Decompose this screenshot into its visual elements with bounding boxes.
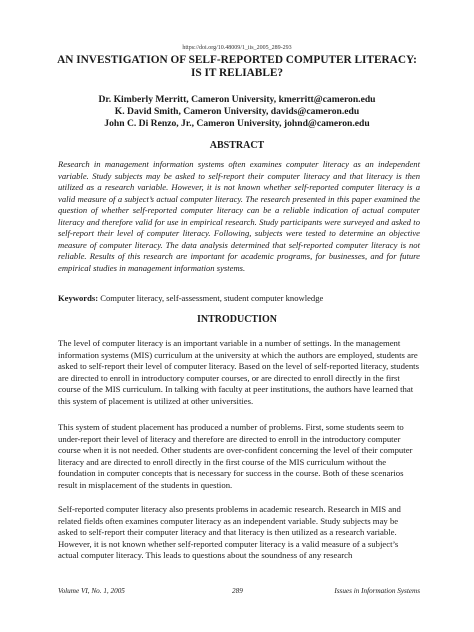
keywords-label: Keywords: xyxy=(58,293,99,303)
paragraph: The level of computer literacy is an important variable in a number of settings. In the management information systems (MIS) curriculum at the university at which the authors are employed, students are asked to self-report their level of computer literacy. Based on the level of self-reported literacy, students are directed to enroll in introductory computer courses, or are directed to enroll directly in the first course of the MIS curriculum. In talking with faculty at peer institutions, the authors have learned that this system of placement is utilized at other universities. xyxy=(58,338,419,406)
introduction-heading: INTRODUCTION xyxy=(196,314,277,325)
title-line: AN INVESTIGATION OF SELF-REPORTED COMPUTER LITERACY: xyxy=(57,54,417,66)
title-line: IS IT RELIABLE? xyxy=(190,67,284,79)
footer-volume: Volume VI, No. 1, 2005 xyxy=(58,587,125,595)
footer-journal: Issues in Information Systems xyxy=(334,587,420,595)
author-list xyxy=(40,94,434,129)
keywords-text: Computer literacy, self-assessment, student computer knowledge xyxy=(98,293,324,303)
paragraph: Self-reported computer literacy also presents problems in academic research. Research in MIS and related fields often examines computer literacy as an independent variable. Study subjects may be asked to self-report their computer literacy and that literacy is then utilized as a research variable. However, it is not known whether self-reported computer literacy is a valid measure of a subject’s actual computer literacy. This leads to questions about the soundness of any research xyxy=(58,504,401,561)
abstract-heading: ABSTRACT xyxy=(209,140,265,151)
paragraph: This system of student placement has produced a number of problems. First, some students seem to under-report their level of literacy and therefore are directed to enroll in the introductory computer course when it is not needed. Other students are over-confident concerning the level of their computer literacy and are directed to enroll directly in the first course of the MIS curriculum without the foundation in computer concepts that is necessary for success in the course. Both of these scenarios result in misplacement of the students in question. xyxy=(58,422,413,490)
keywords xyxy=(58,293,420,304)
page-number: 289 xyxy=(232,587,243,595)
author-line: John C. Di Renzo, Jr., Cameron University, johnd@cameron.edu xyxy=(104,117,370,129)
doi-link[interactable]: https://doi.org/10.48009/1_iis_2005_289-293 xyxy=(182,45,292,51)
abstract-body: Research in management information systems often examines computer literacy as an independent variable. Study subjects may be asked to self-report their computer literacy and that literacy is then utilized as a research variable. However, it is not known whether self-reported computer literacy is a valid measure of a subject’s actual computer literacy. The research presented in this paper examined the question of whether self-reported computer literacy can be a reliable indication of actual computer literacy and therefore valid for use in empirical research. Study participants were surveyed and asked to self-report their level of computer literacy. Following, subjects were tested to determine an objective measure of computer literacy. The data analysis determined that self-reported computer literacy is not reliable. Results of this research are important for academic programs, for businesses, and for future empirical studies in management information systems. xyxy=(58,159,420,273)
paper-title xyxy=(40,54,434,80)
author-line: K. David Smith, Cameron University, davids@cameron.edu xyxy=(114,105,360,117)
author-line: Dr. Kimberly Merritt, Cameron University, kmerritt@cameron.edu xyxy=(98,94,376,105)
